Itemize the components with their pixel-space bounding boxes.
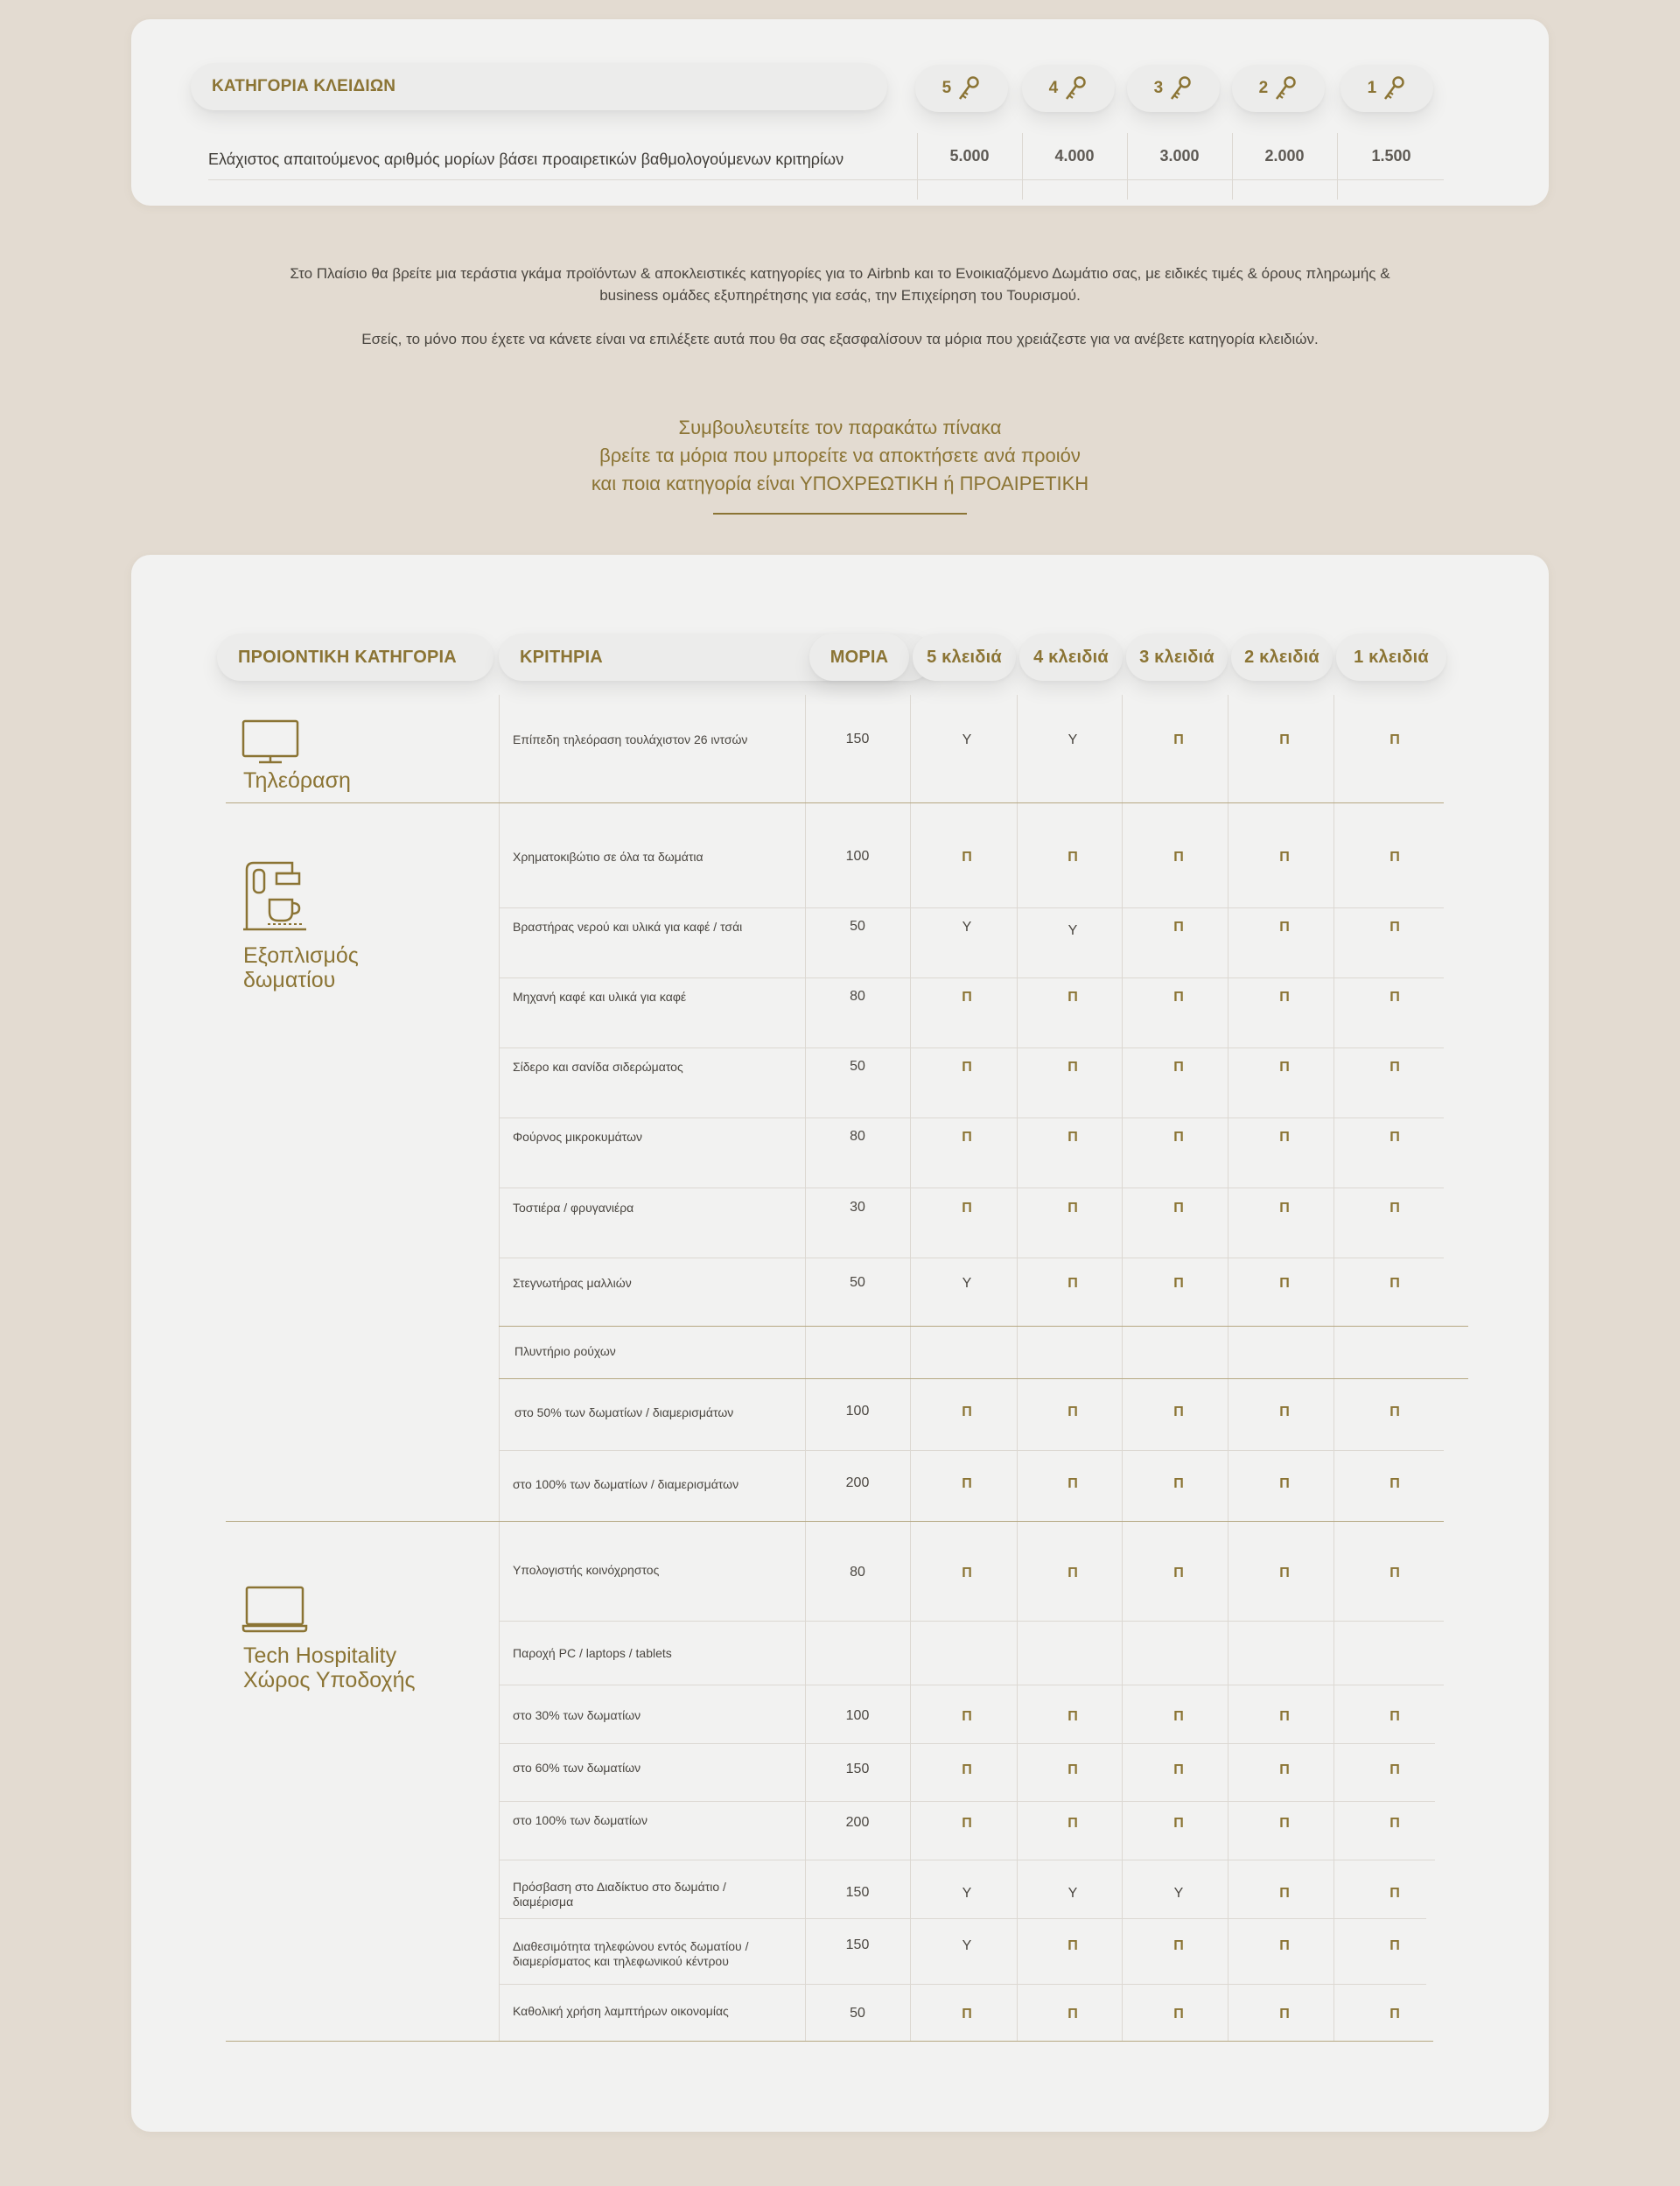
header-5-keys-label: 5 κλειδιά [927, 647, 1002, 667]
mark-1-keys: Π [1390, 1130, 1400, 1145]
column-divider [910, 695, 911, 2041]
mark-4-keys: Π [1068, 2007, 1078, 2021]
criterion: Στεγνωτήρας μαλλιών [513, 1276, 632, 1290]
min-points-label: Ελάχιστος απαιτούμενος αριθμός μορίων βάσει προαιρετικών βαθμολογούμενων κριτηρίων [208, 151, 844, 168]
mark-1-keys: Π [1390, 1709, 1400, 1724]
criteria-card [131, 555, 1549, 2132]
points: 80 [850, 1129, 865, 1144]
mark-1-keys: Π [1390, 1816, 1400, 1831]
mark-5-keys: Y [962, 1938, 972, 1953]
mark-2-keys: Π [1279, 1476, 1290, 1491]
points: 100 [845, 1708, 870, 1723]
key-count: 1 [1367, 79, 1377, 97]
mark-3-keys: Π [1173, 850, 1184, 865]
header-points [809, 634, 909, 681]
divider [1022, 133, 1023, 200]
mark-1-keys: Π [1390, 1938, 1400, 1953]
row-divider [499, 1984, 1426, 1985]
mark-1-keys: Π [1390, 1566, 1400, 1580]
criterion: Τοστιέρα / φρυγανιέρα [513, 1201, 634, 1215]
mark-2-keys: Π [1279, 732, 1290, 747]
mark-2-keys: Π [1279, 1762, 1290, 1777]
mark-1-keys: Π [1390, 2007, 1400, 2021]
mark-4-keys: Π [1068, 1566, 1078, 1580]
key-pill-3 [1127, 65, 1220, 112]
mark-5-keys: Y [962, 920, 972, 935]
criterion: Χρηματοκιβώτιο σε όλα τα δωμάτια [513, 850, 704, 864]
mark-4-keys: Π [1068, 1276, 1078, 1291]
row-divider [499, 1743, 1435, 1744]
category-tech-line-2: Χώρος Υποδοχής [243, 1668, 416, 1692]
mark-5-keys: Π [962, 2007, 972, 2021]
mark-5-keys: Y [962, 1886, 972, 1901]
section-divider [226, 2041, 1433, 2042]
mark-2-keys: Π [1279, 850, 1290, 865]
mark-2-keys: Π [1279, 1060, 1290, 1075]
row-divider [499, 1918, 1426, 1919]
row-divider [499, 1621, 1444, 1622]
coffee-machine-icon [242, 861, 308, 933]
points: 200 [845, 1475, 870, 1490]
mark-2-keys: Π [1279, 1201, 1290, 1216]
headline-line-3: και ποια κατηγορία είναι ΥΠΟΧΡΕΩΤΙΚΗ ή ΠΡΟΑΙΡΕΤΙΚΗ [591, 473, 1089, 494]
criterion-group-heading: Πλυντήριο ρούχων [514, 1344, 616, 1358]
key-icon [1273, 75, 1298, 102]
intro-paragraph-2: Εσείς, το μόνο που έχετε να κάνετε είναι να επιλέξετε αυτά που θα σας εξασφαλίσουν τα μόρια που χρειάζεστε για να ανέβετε κατηγορία κλειδιών. [361, 331, 1319, 347]
mark-2-keys: Π [1279, 1709, 1290, 1724]
points: 80 [850, 989, 865, 1004]
mark-5-keys: Π [962, 990, 972, 1005]
mark-1-keys: Π [1390, 920, 1400, 935]
header-4-keys-label: 4 κλειδιά [1033, 647, 1109, 667]
header-4-keys [1019, 634, 1123, 681]
headline-line-1: Συμβουλευτείτε τον παρακάτω πίνακα [678, 417, 1002, 438]
mark-4-keys: Π [1068, 1476, 1078, 1491]
header-2-keys-label: 2 κλειδιά [1244, 647, 1320, 667]
category-tv: Τηλεόραση [243, 768, 351, 793]
criterion: στο 50% των δωματίων / διαμερισμάτων [514, 1405, 734, 1419]
key-count: 5 [942, 79, 952, 97]
row-divider [499, 1801, 1435, 1802]
header-category-label: ΠΡΟΙΟΝΤΙΚΗ ΚΑΤΗΓΟΡΙΑ [238, 647, 457, 667]
mark-1-keys: Π [1390, 1762, 1400, 1777]
mark-2-keys: Π [1279, 1130, 1290, 1145]
mark-2-keys: Π [1279, 2007, 1290, 2021]
mark-3-keys: Y [1173, 1886, 1184, 1901]
mark-2-keys: Π [1279, 1816, 1290, 1831]
criterion: Φούρνος μικροκυμάτων [513, 1130, 643, 1144]
points: 150 [845, 1937, 870, 1952]
mark-2-keys: Π [1279, 990, 1290, 1005]
mark-5-keys: Y [962, 732, 972, 747]
key-icon [1063, 75, 1088, 102]
mark-5-keys: Π [962, 1566, 972, 1580]
criterion-line-1: Διαθεσιμότητα τηλεφώνου εντός δωματίου / [513, 1939, 749, 1953]
key-icon [1168, 75, 1193, 102]
category-tech-line-1: Tech Hospitality [243, 1643, 397, 1668]
points: 50 [850, 919, 865, 934]
divider [917, 133, 918, 200]
min-points-2-keys: 2.000 [1264, 147, 1305, 165]
headline-line-2: βρείτε τα μόρια που μπορείτε να αποκτήσετε ανά προιόν [599, 445, 1081, 466]
mark-5-keys: Π [962, 850, 972, 865]
mark-3-keys: Π [1173, 1762, 1184, 1777]
mark-4-keys: Π [1068, 1130, 1078, 1145]
mark-2-keys: Π [1279, 1276, 1290, 1291]
points: 80 [850, 1565, 865, 1580]
mark-5-keys: Π [962, 1476, 972, 1491]
row-divider [499, 1047, 1444, 1048]
mark-4-keys: Y [1068, 732, 1078, 747]
key-categories-card [131, 19, 1549, 206]
criterion: Καθολική χρήση λαμπτήρων οικονομίας [513, 2004, 729, 2018]
mark-5-keys: Π [962, 1405, 972, 1419]
mark-4-keys: Π [1068, 1762, 1078, 1777]
headline-underline [713, 513, 967, 515]
key-category-header [191, 63, 887, 110]
mark-2-keys: Π [1279, 1938, 1290, 1953]
section-divider [499, 1326, 1468, 1327]
criterion: στο 60% των δωματίων [513, 1761, 641, 1775]
mark-3-keys: Π [1173, 990, 1184, 1005]
criterion-line-2: διαμερίσματος και τηλεφωνικού κέντρου [513, 1954, 729, 1968]
mark-3-keys: Π [1173, 1201, 1184, 1216]
key-count: 3 [1153, 79, 1164, 97]
mark-1-keys: Π [1390, 1060, 1400, 1075]
mark-5-keys: Π [962, 1816, 972, 1831]
min-points-4-keys: 4.000 [1054, 147, 1095, 165]
criterion-line-2: διαμέρισμα [513, 1895, 574, 1909]
category-room-equipment-line-2: δωματίου [243, 968, 336, 992]
divider [1337, 133, 1338, 200]
criterion: Σίδερο και σανίδα σιδερώματος [513, 1060, 683, 1074]
points: 100 [845, 849, 870, 864]
mark-3-keys: Π [1173, 1130, 1184, 1145]
intro-paragraph-1: Στο Πλαίσιο θα βρείτε μια τεράστια γκάμα προϊόντων & αποκλειστικές κατηγορίες για το Airbnb και το Ενοικιαζόμενο Δωμάτιο σας, με ειδικές τιμές & όρους πληρωμής & business ομάδες εξυπηρέτησης για εσάς, την Επιχείρηση του Τουρισμού. [290, 265, 1390, 304]
mark-5-keys: Π [962, 1060, 972, 1075]
mark-3-keys: Π [1173, 1566, 1184, 1580]
mark-5-keys: Π [962, 1762, 972, 1777]
mark-3-keys: Π [1173, 1938, 1184, 1953]
points: 50 [850, 2006, 865, 2021]
key-pill-4 [1022, 65, 1115, 112]
row-divider [499, 907, 1444, 908]
mark-2-keys: Π [1279, 1405, 1290, 1419]
mark-4-keys: Π [1068, 850, 1078, 865]
mark-3-keys: Π [1173, 1276, 1184, 1291]
column-divider [499, 695, 500, 2041]
key-pill-1 [1340, 65, 1433, 112]
mark-5-keys: Π [962, 1130, 972, 1145]
row-divider [499, 977, 1444, 978]
points: 150 [845, 1885, 870, 1900]
criterion-group-heading: Παροχή PC / laptops / tablets [513, 1646, 672, 1660]
mark-2-keys: Π [1279, 1566, 1290, 1580]
points: 150 [845, 1762, 870, 1776]
row-divider [208, 179, 1444, 180]
mark-1-keys: Π [1390, 1405, 1400, 1419]
criterion: στο 100% των δωματίων / διαμερισμάτων [513, 1477, 739, 1491]
section-divider [226, 802, 499, 803]
mark-3-keys: Π [1173, 732, 1184, 747]
column-divider [1017, 695, 1018, 2041]
divider [1232, 133, 1233, 200]
mark-4-keys: Π [1068, 1201, 1078, 1216]
header-category [217, 634, 494, 681]
section-divider [499, 1378, 1468, 1379]
mark-2-keys: Π [1279, 920, 1290, 935]
mark-3-keys: Π [1173, 1816, 1184, 1831]
row-divider [499, 1450, 1444, 1451]
key-icon [1382, 75, 1406, 102]
min-points-3-keys: 3.000 [1159, 147, 1200, 165]
mark-3-keys: Π [1173, 2007, 1184, 2021]
points: 50 [850, 1275, 865, 1290]
points: 50 [850, 1059, 865, 1074]
mark-1-keys: Π [1390, 1476, 1400, 1491]
section-divider [226, 1521, 1444, 1522]
criterion: Βραστήρας νερού και υλικά για καφέ / τσάι [513, 920, 743, 934]
category-room-equipment-line-1: Εξοπλισμός [243, 943, 359, 968]
points: 150 [845, 732, 870, 746]
key-icon [956, 75, 981, 102]
column-divider [1122, 695, 1123, 2041]
key-count: 2 [1258, 79, 1269, 97]
mark-4-keys: Π [1068, 1709, 1078, 1724]
points: 200 [845, 1815, 870, 1830]
points: 100 [845, 1404, 870, 1419]
tv-icon [242, 719, 299, 765]
header-3-keys-label: 3 κλειδιά [1139, 647, 1214, 667]
mark-3-keys: Π [1173, 1405, 1184, 1419]
header-1-keys [1336, 634, 1446, 681]
mark-4-keys: Π [1068, 1060, 1078, 1075]
criterion-line-1: Πρόσβαση στο Διαδίκτυο στο δωμάτιο / [513, 1880, 726, 1894]
criterion: Επίπεδη τηλεόραση τουλάχιστον 26 ιντσών [513, 732, 748, 746]
header-3-keys [1126, 634, 1228, 681]
mark-4-keys: Π [1068, 990, 1078, 1005]
mark-3-keys: Π [1173, 920, 1184, 935]
mark-4-keys: Π [1068, 1816, 1078, 1831]
criterion: στο 100% των δωματίων [513, 1813, 648, 1827]
mark-1-keys: Π [1390, 1886, 1400, 1901]
mark-4-keys: Y [1068, 923, 1078, 938]
mark-2-keys: Π [1279, 1886, 1290, 1901]
header-5-keys [913, 634, 1016, 681]
column-divider [805, 695, 806, 2041]
header-criteria-label: ΚΡΙΤΗΡΙΑ [520, 647, 603, 667]
mark-4-keys: Π [1068, 1938, 1078, 1953]
mark-1-keys: Π [1390, 990, 1400, 1005]
section-divider [499, 802, 1444, 803]
mark-1-keys: Π [1390, 850, 1400, 865]
criterion: Μηχανή καφέ και υλικά για καφέ [513, 990, 687, 1004]
key-category-label: ΚΑΤΗΓΟΡΙΑ ΚΛΕΙΔΙΩΝ [212, 77, 396, 95]
key-pill-2 [1232, 65, 1325, 112]
mark-3-keys: Π [1173, 1709, 1184, 1724]
mark-1-keys: Π [1390, 1276, 1400, 1291]
laptop-icon [242, 1586, 308, 1633]
criterion: Υπολογιστής κοινόχρηστος [513, 1563, 660, 1577]
min-points-5-keys: 5.000 [949, 147, 990, 165]
mark-5-keys: Π [962, 1201, 972, 1216]
criterion: στο 30% των δωματίων [513, 1708, 641, 1722]
mark-1-keys: Π [1390, 1201, 1400, 1216]
divider [1127, 133, 1128, 200]
mark-3-keys: Π [1173, 1060, 1184, 1075]
min-points-1-keys: 1.500 [1371, 147, 1411, 165]
points: 30 [850, 1200, 865, 1215]
mark-5-keys: Π [962, 1709, 972, 1724]
header-2-keys [1231, 634, 1333, 681]
key-count: 4 [1048, 79, 1059, 97]
mark-3-keys: Π [1173, 1476, 1184, 1491]
header-1-keys-label: 1 κλειδιά [1354, 647, 1429, 667]
mark-4-keys: Π [1068, 1405, 1078, 1419]
mark-4-keys: Y [1068, 1886, 1078, 1901]
mark-1-keys: Π [1390, 732, 1400, 747]
mark-5-keys: Y [962, 1276, 972, 1291]
header-points-label: ΜΟΡΙΑ [830, 647, 889, 667]
key-pill-5 [915, 65, 1008, 112]
